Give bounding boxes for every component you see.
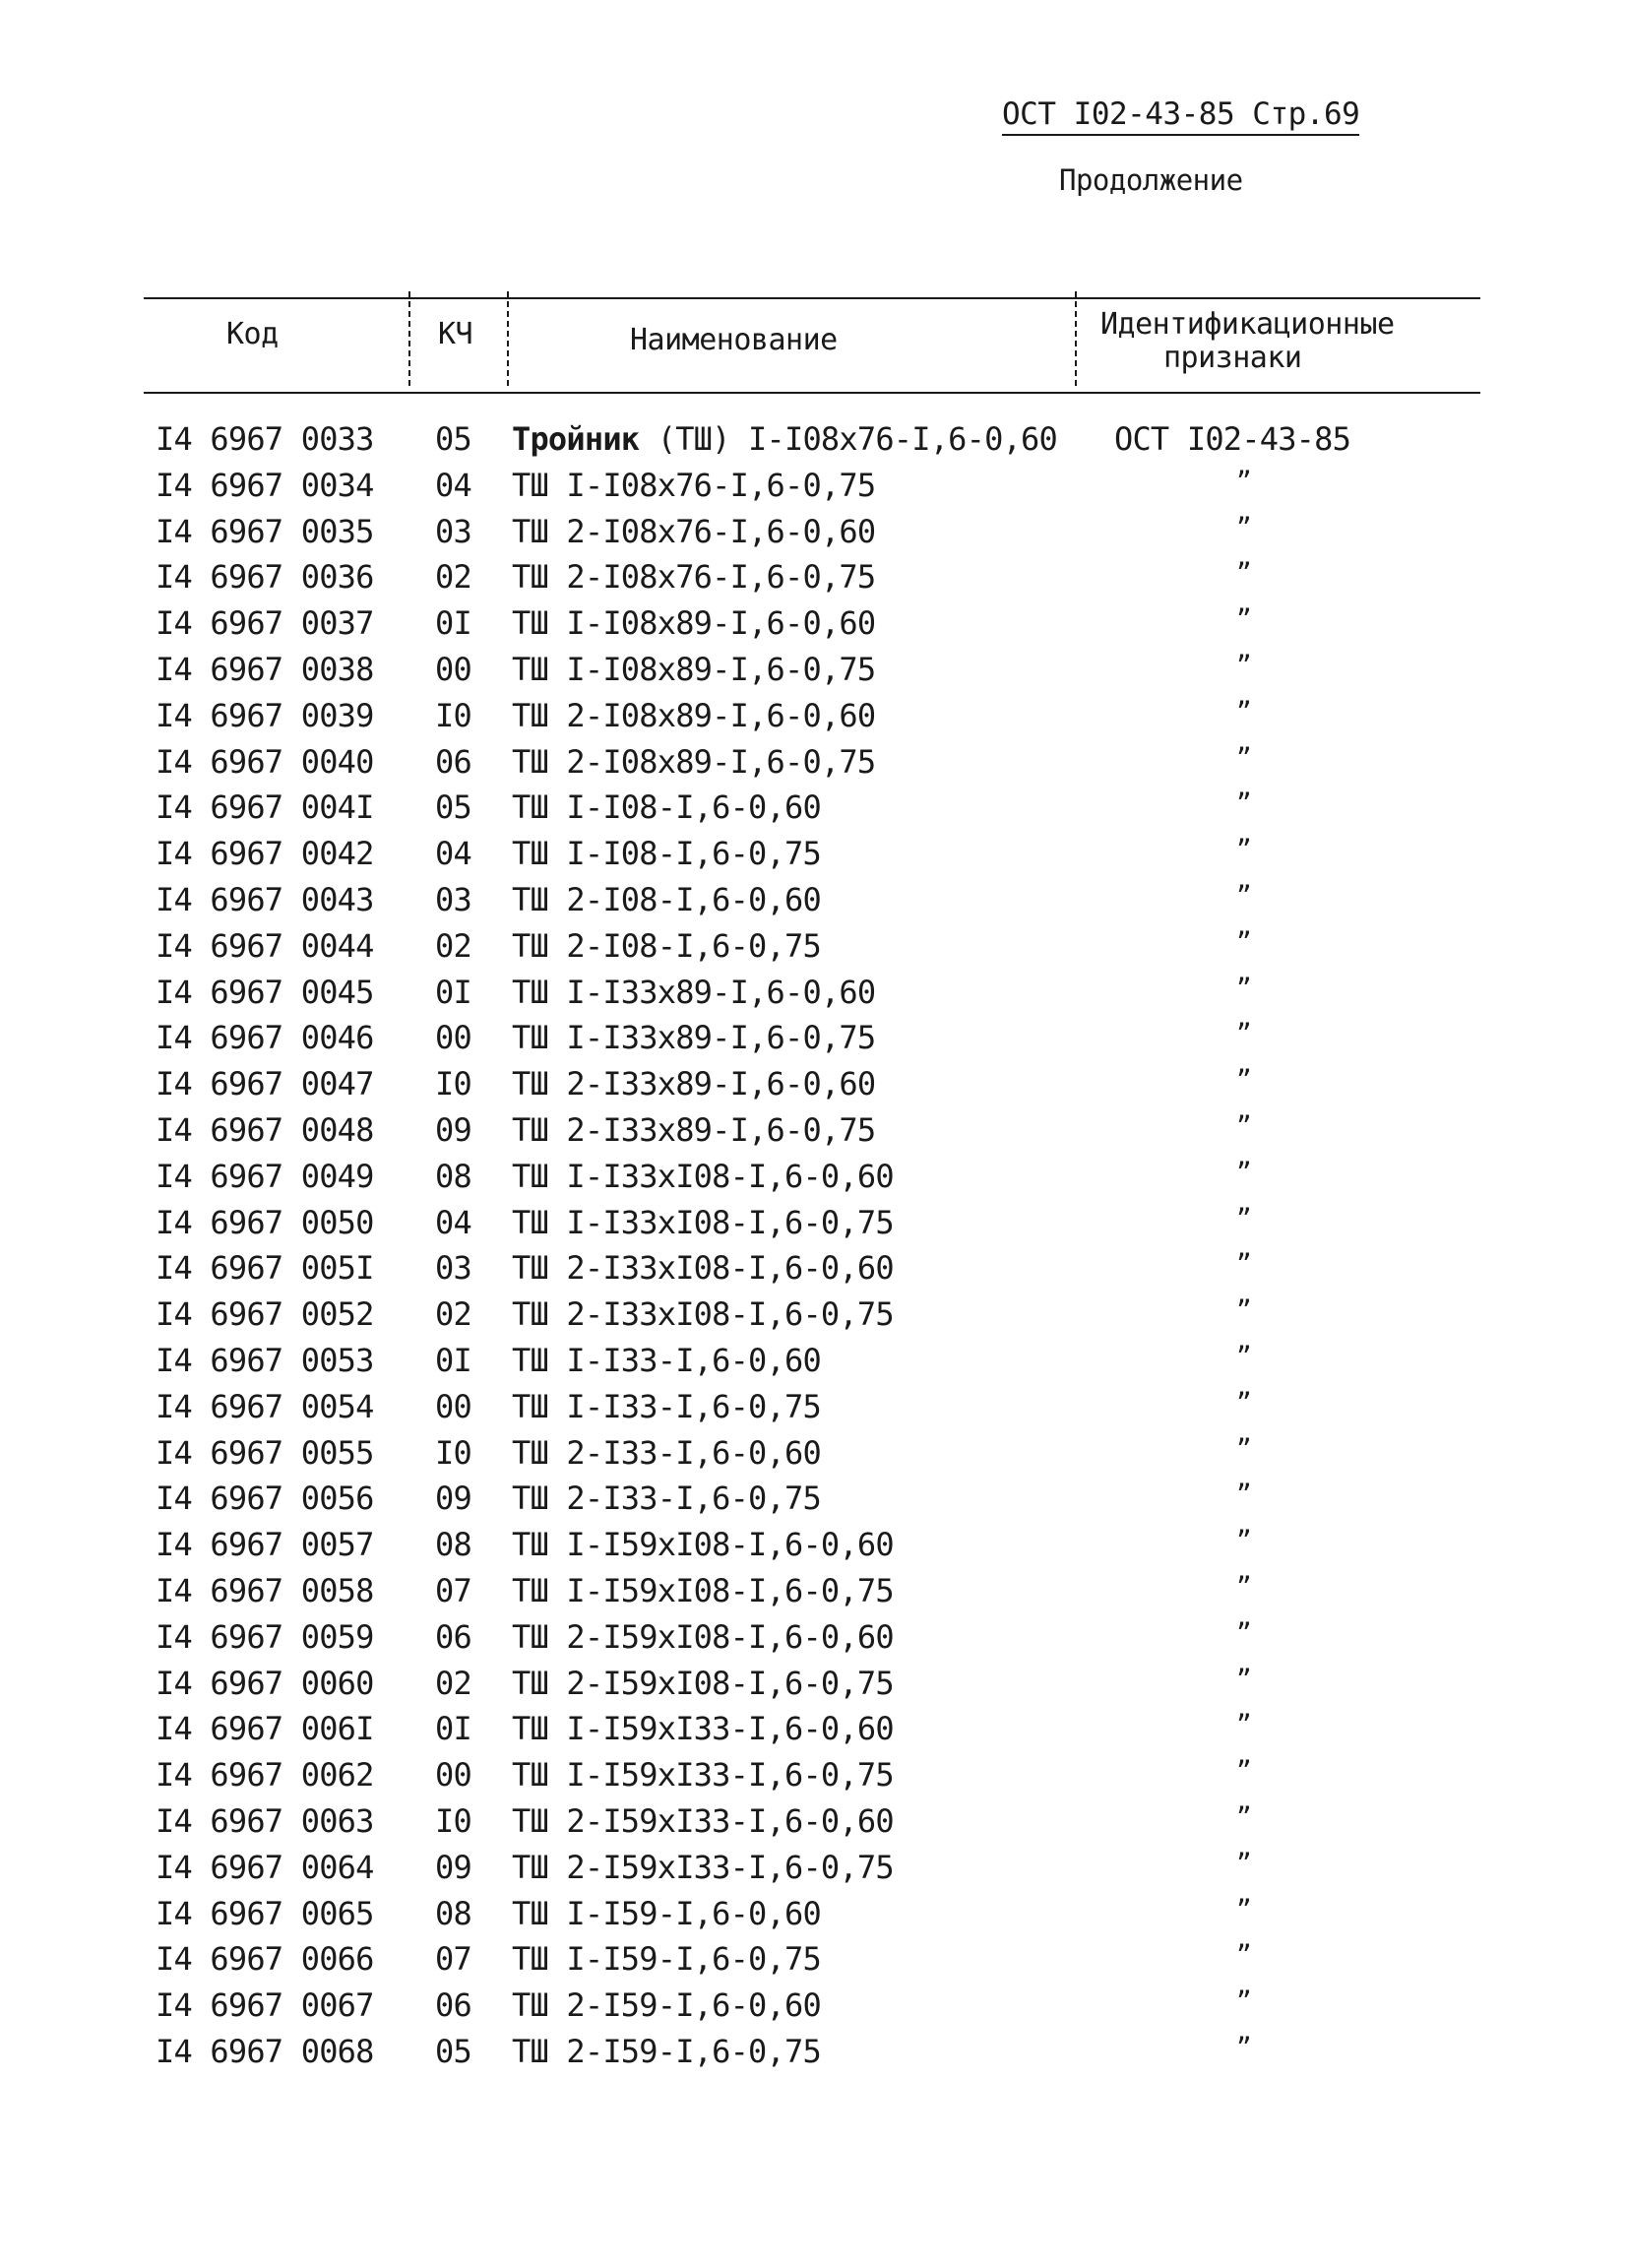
item-kch: 02 (435, 558, 471, 597)
item-code: I4 6967 0038 (156, 650, 374, 688)
table-row (0, 1756, 1628, 1802)
table-row (0, 1158, 1628, 1204)
item-kch: 08 (435, 1894, 471, 1932)
item-code: I4 6967 0035 (156, 512, 374, 550)
item-code: I4 6967 0048 (156, 1110, 374, 1149)
item-code: I4 6967 0049 (156, 1157, 374, 1195)
table-row (0, 974, 1628, 1020)
item-code: I4 6967 0063 (156, 1801, 374, 1840)
item-code: I4 6967 0054 (156, 1387, 374, 1425)
item-code: I4 6967 0042 (156, 835, 374, 873)
item-code: I4 6967 0066 (156, 1940, 374, 1979)
table-header-bottom-rule (144, 392, 1480, 394)
column-header-ident-line1: Идентификационные (1100, 307, 1395, 342)
table-row (0, 1940, 1628, 1986)
item-kch: 05 (435, 420, 471, 458)
item-name: ТШ I-I33x89-I,6-0,60 (512, 973, 876, 1011)
table-row (0, 1019, 1628, 1065)
item-kch: 02 (435, 1295, 471, 1334)
table-row (0, 1618, 1628, 1665)
ditto-mark: ” (1236, 1664, 1251, 1694)
item-kch: 09 (435, 1110, 471, 1149)
item-kch: 00 (435, 650, 471, 688)
ditto-mark: ” (1236, 926, 1251, 957)
table-row (0, 1065, 1628, 1111)
item-code: I4 6967 0058 (156, 1571, 374, 1609)
item-name: ТШ 2-I08x76-I,6-0,75 (512, 558, 876, 597)
ditto-mark: ” (1236, 1756, 1251, 1787)
ditto-mark: ” (1236, 1480, 1251, 1510)
ditto-mark: ” (1236, 1617, 1251, 1648)
item-name-rest: (ТШ) I-I08x76-I,6-0,60 (639, 420, 1057, 458)
item-name-bold: Тройник (512, 420, 640, 458)
item-kch: 07 (435, 1940, 471, 1979)
item-code: I4 6967 0056 (156, 1480, 374, 1518)
column-header-name: Наименование (630, 323, 838, 357)
ditto-mark: ” (1236, 558, 1251, 589)
table-row (0, 651, 1628, 697)
table-row (0, 604, 1628, 651)
item-kch: I0 (435, 1065, 471, 1103)
table-row (0, 1295, 1628, 1342)
page-header (1002, 96, 1425, 136)
ditto-mark: ” (1236, 604, 1251, 635)
table-row (0, 1849, 1628, 1895)
item-name: ТШ I-I33x89-I,6-0,75 (512, 1019, 876, 1057)
table-row (0, 927, 1628, 974)
item-code: I4 6967 0068 (156, 2032, 374, 2070)
ditto-mark: ” (1236, 1387, 1251, 1418)
item-kch: 03 (435, 880, 471, 918)
table-row (0, 1986, 1628, 2033)
table-row (0, 467, 1628, 513)
item-kch: 08 (435, 1157, 471, 1195)
item-kch: I0 (435, 1801, 471, 1840)
item-name: ТШ I-I08x89-I,6-0,75 (512, 650, 876, 688)
table-row (0, 1249, 1628, 1295)
item-code: I4 6967 0060 (156, 1664, 374, 1702)
item-code: I4 6967 006I (156, 1710, 374, 1748)
item-code: I4 6967 0067 (156, 1986, 374, 2025)
ditto-mark: ” (1236, 788, 1251, 819)
ditto-mark: ” (1236, 880, 1251, 911)
item-code: I4 6967 0050 (156, 1203, 374, 1241)
item-kch: 03 (435, 1249, 471, 1288)
table-row (0, 1895, 1628, 1941)
item-name: ТШ 2-I59xI33-I,6-0,75 (512, 1848, 894, 1886)
item-name: ТШ I-I08-I,6-0,60 (512, 788, 821, 827)
item-name: ТШ 2-I59xI08-I,6-0,60 (512, 1617, 894, 1656)
item-kch: 08 (435, 1526, 471, 1564)
item-code: I4 6967 0044 (156, 926, 374, 965)
ditto-mark: ” (1236, 1110, 1251, 1141)
item-name (512, 420, 1057, 458)
item-code: I4 6967 0043 (156, 880, 374, 918)
item-code: I4 6967 005I (156, 1249, 374, 1288)
ditto-mark: ” (1236, 466, 1251, 496)
item-kch: I0 (435, 1433, 471, 1472)
item-kch: 02 (435, 926, 471, 965)
item-code: I4 6967 0064 (156, 1848, 374, 1886)
table-body (0, 420, 1628, 2079)
item-name: ТШ 2-I33-I,6-0,60 (512, 1433, 821, 1472)
item-name: ТШ I-I59xI33-I,6-0,60 (512, 1710, 894, 1748)
ditto-mark: ” (1236, 1801, 1251, 1832)
item-name: ТШ I-I59xI08-I,6-0,60 (512, 1526, 894, 1564)
table-row (0, 1342, 1628, 1388)
item-ident: ОСТ I02-43-85 (1114, 420, 1351, 458)
column-separator (507, 291, 509, 386)
ditto-mark: ” (1236, 1433, 1251, 1464)
item-name: ТШ I-I59xI08-I,6-0,75 (512, 1571, 894, 1609)
column-header-kch: КЧ (438, 317, 473, 351)
item-code: I4 6967 0033 (156, 420, 374, 458)
item-name: ТШ 2-I08x89-I,6-0,60 (512, 696, 876, 734)
ditto-mark: ” (1236, 1848, 1251, 1878)
table-row (0, 1802, 1628, 1849)
item-kch: 0I (435, 1341, 471, 1379)
item-kch: 05 (435, 2032, 471, 2070)
item-name: ТШ 2-I33x89-I,6-0,75 (512, 1110, 876, 1149)
table-row (0, 2033, 1628, 2079)
item-kch: 00 (435, 1019, 471, 1057)
item-name: ТШ 2-I59xI33-I,6-0,60 (512, 1801, 894, 1840)
table-row (0, 1665, 1628, 1711)
ditto-mark: ” (1236, 512, 1251, 542)
ditto-mark: ” (1236, 1341, 1251, 1371)
item-kch: 00 (435, 1387, 471, 1425)
item-kch: 04 (435, 835, 471, 873)
ditto-mark: ” (1236, 696, 1251, 726)
table-row (0, 1710, 1628, 1756)
item-kch: I0 (435, 696, 471, 734)
item-code: I4 6967 0057 (156, 1526, 374, 1564)
table-row (0, 1526, 1628, 1572)
table-row (0, 743, 1628, 789)
doc-reference: ОСТ I02-43-85 Стр.69 (1002, 96, 1359, 136)
item-code: I4 6967 0036 (156, 558, 374, 597)
table-row (0, 1388, 1628, 1434)
table-row (0, 881, 1628, 927)
item-name: ТШ 2-I08-I,6-0,75 (512, 926, 821, 965)
ditto-mark: ” (1236, 1065, 1251, 1096)
ditto-mark: ” (1236, 1986, 1251, 2017)
item-code: I4 6967 0055 (156, 1433, 374, 1472)
ditto-mark: ” (1236, 1019, 1251, 1049)
item-name: ТШ 2-I33x89-I,6-0,60 (512, 1065, 876, 1103)
ditto-mark: ” (1236, 1295, 1251, 1326)
item-kch: 00 (435, 1756, 471, 1795)
continuation-label: Продолжение (1059, 163, 1243, 197)
item-code: I4 6967 0053 (156, 1341, 374, 1379)
item-name: ТШ 2-I33-I,6-0,75 (512, 1480, 821, 1518)
item-kch: 0I (435, 1710, 471, 1748)
table-row (0, 1480, 1628, 1526)
ditto-mark: ” (1236, 1894, 1251, 1924)
item-code: I4 6967 0062 (156, 1756, 374, 1795)
column-header-code: Код (226, 317, 279, 351)
item-name: ТШ I-I59-I,6-0,60 (512, 1894, 821, 1932)
item-kch: 02 (435, 1664, 471, 1702)
item-name: ТШ 2-I33xI08-I,6-0,75 (512, 1295, 894, 1334)
ditto-mark: ” (1236, 650, 1251, 680)
ditto-mark: ” (1236, 1203, 1251, 1233)
ditto-mark: ” (1236, 1571, 1251, 1602)
item-name: ТШ I-I08x89-I,6-0,60 (512, 604, 876, 643)
table-row (0, 513, 1628, 559)
item-kch: 0I (435, 973, 471, 1011)
item-name: ТШ 2-I59xI08-I,6-0,75 (512, 1664, 894, 1702)
table-top-rule (144, 297, 1480, 299)
item-kch: 09 (435, 1480, 471, 1518)
item-name: ТШ 2-I08-I,6-0,60 (512, 880, 821, 918)
item-code: I4 6967 0046 (156, 1019, 374, 1057)
table-row (0, 558, 1628, 604)
item-kch: 03 (435, 512, 471, 550)
item-code: I4 6967 004I (156, 788, 374, 827)
item-name: ТШ I-I33xI08-I,6-0,75 (512, 1203, 894, 1241)
item-name: ТШ 2-I08x76-I,6-0,60 (512, 512, 876, 550)
item-name: ТШ I-I08x76-I,6-0,75 (512, 466, 876, 504)
table-row (0, 1434, 1628, 1480)
ditto-mark: ” (1236, 973, 1251, 1003)
item-name: ТШ 2-I59-I,6-0,60 (512, 1986, 821, 2025)
item-code: I4 6967 0034 (156, 466, 374, 504)
item-code: I4 6967 0037 (156, 604, 374, 643)
ditto-mark: ” (1236, 1249, 1251, 1280)
table-row (0, 697, 1628, 743)
ditto-mark: ” (1236, 2032, 1251, 2062)
ditto-mark: ” (1236, 835, 1251, 865)
item-kch: 07 (435, 1571, 471, 1609)
item-code: I4 6967 0065 (156, 1894, 374, 1932)
item-code: I4 6967 0040 (156, 742, 374, 781)
item-name: ТШ I-I59-I,6-0,75 (512, 1940, 821, 1979)
column-header-ident-line2: признаки (1163, 341, 1302, 375)
item-code: I4 6967 0045 (156, 973, 374, 1011)
item-name: ТШ I-I33xI08-I,6-0,60 (512, 1157, 894, 1195)
table-row (0, 835, 1628, 881)
item-kch: 06 (435, 1986, 471, 2025)
item-name: ТШ I-I08-I,6-0,75 (512, 835, 821, 873)
ditto-mark: ” (1236, 1710, 1251, 1740)
item-kch: 05 (435, 788, 471, 827)
table-row (0, 1204, 1628, 1250)
item-name: ТШ I-I33-I,6-0,60 (512, 1341, 821, 1379)
ditto-mark: ” (1236, 1940, 1251, 1971)
table-row (0, 1572, 1628, 1618)
item-code: I4 6967 0047 (156, 1065, 374, 1103)
item-name: ТШ 2-I08x89-I,6-0,75 (512, 742, 876, 781)
item-kch: 04 (435, 466, 471, 504)
item-kch: 06 (435, 742, 471, 781)
item-kch: 0I (435, 604, 471, 643)
item-code: I4 6967 0052 (156, 1295, 374, 1334)
ditto-mark: ” (1236, 1157, 1251, 1187)
table-row (0, 788, 1628, 835)
table-row (0, 1111, 1628, 1158)
item-kch: 04 (435, 1203, 471, 1241)
item-name: ТШ I-I59xI33-I,6-0,75 (512, 1756, 894, 1795)
column-separator (1075, 291, 1077, 386)
item-kch: 06 (435, 1617, 471, 1656)
item-kch: 09 (435, 1848, 471, 1886)
item-code: I4 6967 0039 (156, 696, 374, 734)
item-name: ТШ 2-I59-I,6-0,75 (512, 2032, 821, 2070)
ditto-mark: ” (1236, 742, 1251, 773)
item-name: ТШ I-I33-I,6-0,75 (512, 1387, 821, 1425)
item-code: I4 6967 0059 (156, 1617, 374, 1656)
column-separator (408, 291, 410, 386)
item-name: ТШ 2-I33xI08-I,6-0,60 (512, 1249, 894, 1288)
table-row (0, 420, 1628, 467)
ditto-mark: ” (1236, 1526, 1251, 1556)
